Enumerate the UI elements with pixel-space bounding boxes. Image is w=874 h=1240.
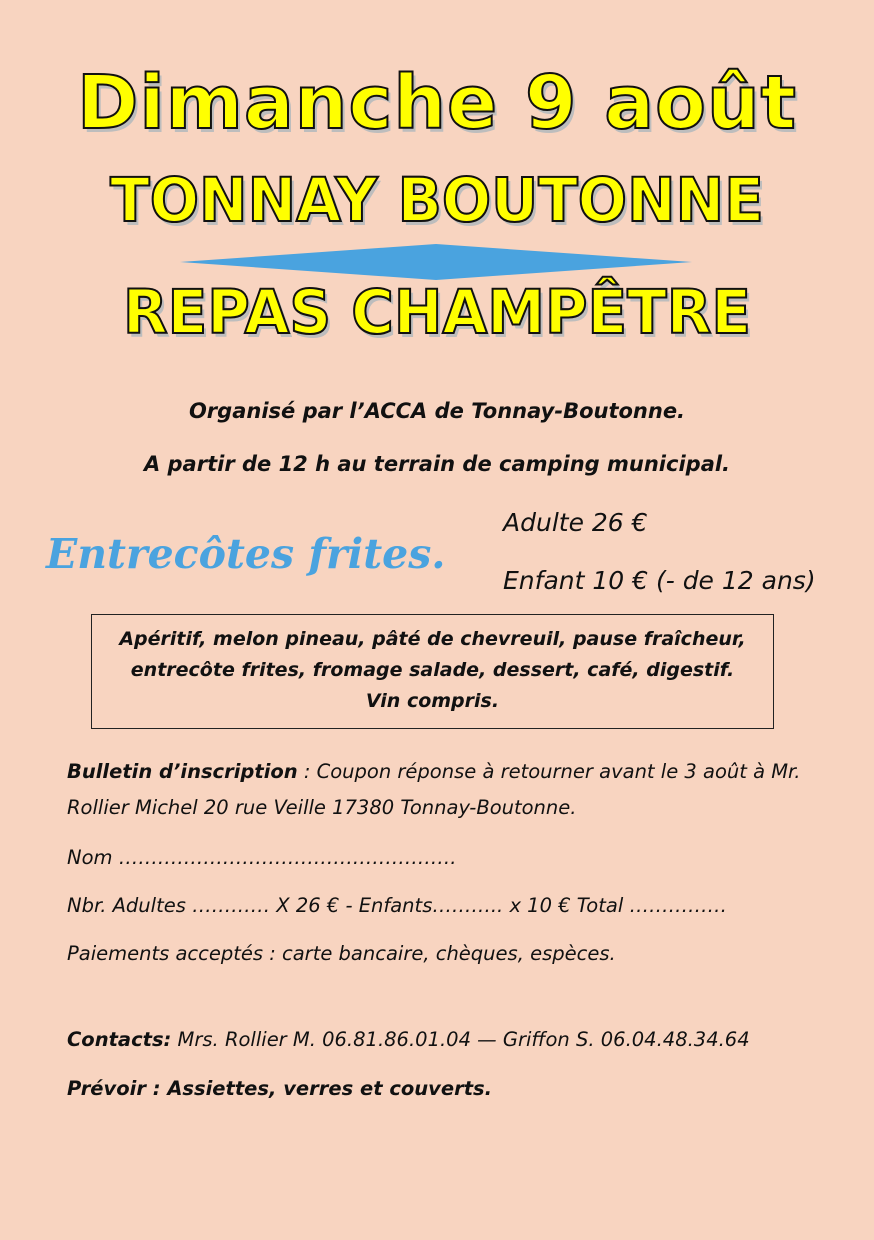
dish-title: Entrecôtes frites. [46,530,446,578]
event-title: REPAS CHAMPÊTRE [122,276,751,348]
contacts-text: Mrs. Rollier M. 06.81.86.01.04 — Griffon S. 06.04.48.34.64 [171,1028,750,1051]
price-child: Enfant 10 € (- de 12 ans) [503,566,816,595]
bulletin-label: Bulletin d’inscription [67,760,298,783]
town-title: TONNAY BOUTONNE [110,164,764,236]
price-adult: Adulte 26 € [503,508,648,537]
diamond-divider [180,244,692,280]
nom-field: Nom ……………………………………………. [67,846,457,869]
organiser-line: Organisé par l’ACCA de Tonnay-Boutonne. [188,399,686,423]
menu-box [91,614,774,729]
bulletin-line-1 [67,760,800,783]
bulletin-line-2: Rollier Michel 20 rue Veille 17380 Tonnay-Boutonne. [67,796,577,819]
menu-line-2: entrecôte frites, fromage salade, dessert, café, digestif. [130,659,735,681]
quantity-line: Nbr. Adultes ………… X 26 € - Enfants……….. x 10 € Total …………… [67,894,727,917]
diamond-shape [180,244,692,280]
menu-line-1: Apéritif, melon pineau, pâté de chevreuil, pause fraîcheur, [119,628,746,650]
contacts-line [67,1028,750,1051]
bulletin-text-1: : Coupon réponse à retourner avant le 3 août à Mr. [297,760,801,783]
payments-line: Paiements acceptés : carte bancaire, chèques, espèces. [67,942,616,965]
prevoir-line: Prévoir : Assiettes, verres et couverts. [67,1077,493,1100]
date-title: Dimanche 9 août [76,60,798,146]
contacts-label: Contacts: [67,1028,172,1051]
time-place-line: A partir de 12 h au terrain de camping municipal. [143,452,731,476]
menu-line-3: Vin compris. [365,690,500,712]
